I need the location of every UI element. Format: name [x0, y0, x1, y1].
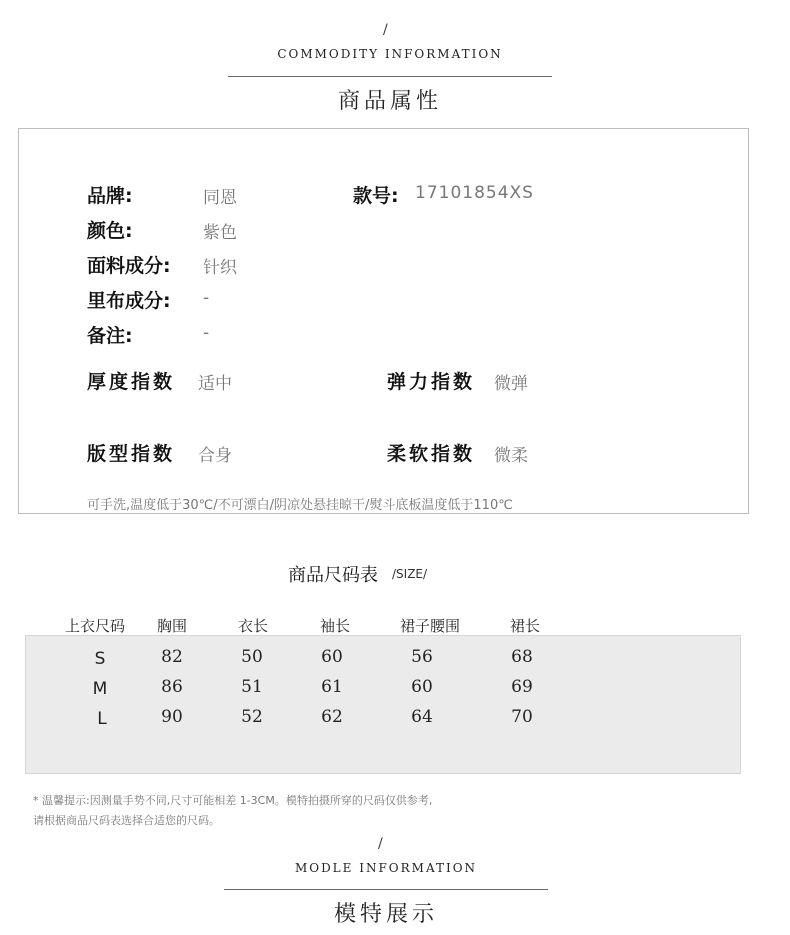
table-cell-skirt-length: 68: [511, 647, 533, 667]
table-cell-sleeve: 61: [321, 677, 343, 697]
table-cell-bust: 90: [161, 707, 183, 727]
table-cell-length: 51: [241, 677, 263, 697]
fabric-value: 针织: [203, 258, 237, 278]
color-label: 颜色:: [87, 220, 133, 242]
softness-label: 柔软指数: [387, 443, 476, 465]
lining-label: 里布成分:: [87, 290, 171, 312]
model-header-divider: [224, 889, 548, 890]
commodity-english-title: COMMODITY INFORMATION: [277, 47, 503, 61]
fit-value: 合身: [198, 446, 232, 466]
model-english-title: MODLE INFORMATION: [294, 861, 478, 875]
table-cell-bust: 86: [161, 677, 183, 697]
table-cell-size: L: [97, 709, 107, 729]
table-cell-sleeve: 62: [321, 707, 343, 727]
remark-label: 备注:: [87, 325, 133, 347]
table-cell-skirt-waist: 64: [411, 707, 433, 727]
size-note-line2: 请根据商品尺码表选择合适您的尺码。: [33, 814, 220, 827]
header-divider: [228, 76, 552, 77]
table-cell-bust: 82: [161, 647, 183, 667]
size-table-panel: [25, 635, 741, 774]
color-value: 紫色: [203, 223, 237, 243]
thickness-value: 适中: [198, 374, 232, 394]
fabric-label: 面料成分:: [87, 255, 171, 277]
table-cell-skirt-waist: 60: [411, 677, 433, 697]
size-chart-suffix: /SIZE/: [392, 567, 428, 581]
style-no-label: 款号:: [353, 185, 399, 207]
lining-value: -: [203, 288, 210, 308]
table-cell-skirt-length: 70: [511, 707, 533, 727]
size-chart-title: 商品尺码表: [288, 565, 378, 586]
thickness-label: 厚度指数: [87, 371, 176, 393]
style-no-value: 17101854XS: [415, 183, 534, 203]
table-cell-size: M: [92, 679, 108, 699]
elasticity-label: 弹力指数: [387, 371, 476, 393]
model-header-slash: /: [378, 836, 383, 852]
fit-label: 版型指数: [87, 443, 176, 465]
elasticity-value: 微弹: [494, 374, 528, 394]
table-cell-sleeve: 60: [321, 647, 343, 667]
brand-label: 品牌:: [87, 185, 133, 207]
size-header-length: 衣长: [237, 617, 268, 635]
care-instructions: 可手洗,温度低于30℃/不可漂白/阴凉处悬挂晾干/熨斗底板温度低于110℃: [87, 498, 513, 513]
commodity-chinese-title: 商品属性: [337, 89, 442, 114]
softness-value: 微柔: [494, 446, 528, 466]
header-slash: /: [383, 22, 388, 38]
size-header-top-size: 上衣尺码: [64, 617, 125, 635]
size-note-line1: * 温馨提示:因测量手势不同,尺寸可能相差 1-3CM。模特拍摄所穿的尺码仅供参考,: [33, 794, 433, 807]
remark-value: -: [203, 323, 210, 343]
table-cell-length: 50: [241, 647, 263, 667]
size-header-bust: 胸围: [156, 617, 187, 635]
table-cell-size: S: [94, 649, 106, 669]
size-header-sleeve: 袖长: [319, 617, 350, 635]
size-header-skirt-waist: 裙子腰围: [399, 617, 460, 635]
table-cell-length: 52: [241, 707, 263, 727]
table-cell-skirt-waist: 56: [411, 647, 433, 667]
table-cell-skirt-length: 69: [511, 677, 533, 697]
size-header-skirt-length: 裙长: [509, 617, 540, 635]
model-chinese-title: 模特展示: [333, 902, 438, 927]
brand-value: 同恩: [203, 188, 237, 208]
